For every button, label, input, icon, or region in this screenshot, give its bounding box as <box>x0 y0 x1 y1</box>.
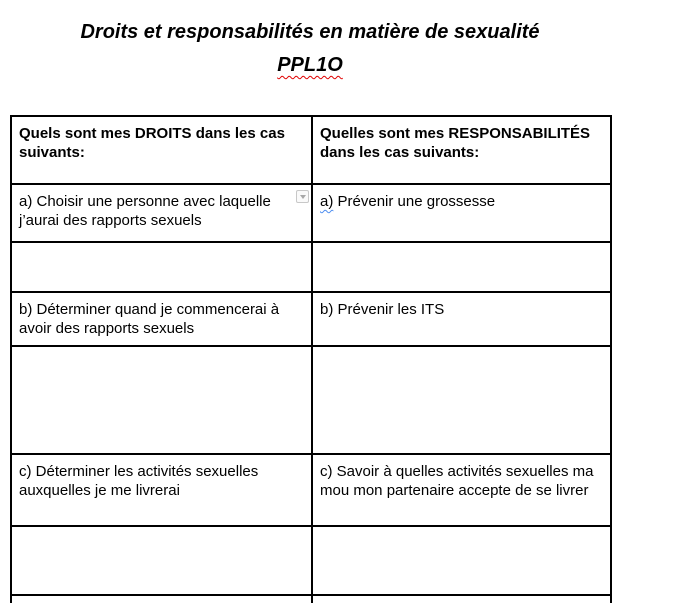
table-row-partial <box>11 595 611 603</box>
cell-c-droit[interactable] <box>11 454 312 526</box>
empty-cell-c-right[interactable] <box>312 526 611 595</box>
table-row-empty-1 <box>11 242 611 292</box>
cell-b-droit-text: b) Déterminer quand je commencerai à avoir des rapports sexuels <box>19 301 280 337</box>
empty-cell-b-left[interactable] <box>11 346 312 454</box>
table-row-a <box>11 184 611 242</box>
table-header-row <box>11 116 611 184</box>
header-cell-droits[interactable] <box>11 116 312 184</box>
header-cell-responsabilites[interactable] <box>312 116 611 184</box>
cell-a-responsabilite[interactable] <box>312 184 611 242</box>
table-row-c <box>11 454 611 526</box>
header-droits-label: Quels sont mes DROITS dans les cas suivants: <box>19 125 285 161</box>
empty-cell-b-right[interactable] <box>312 346 611 454</box>
empty-cell-c-left[interactable] <box>11 526 312 595</box>
empty-cell-a-left[interactable] <box>11 242 312 292</box>
cell-c-droit-text: c) Déterminer les activités sexuelles auxquelles je me livrerai <box>19 463 259 499</box>
partial-cell-right[interactable] <box>312 595 611 603</box>
table-row-b <box>11 292 611 346</box>
document-title <box>10 16 610 82</box>
table-row-empty-3 <box>11 526 611 595</box>
partial-cell-left[interactable] <box>11 595 312 603</box>
cell-a-responsabilite-text: Prévenir une grossesse <box>337 193 496 210</box>
table-row-empty-2 <box>11 346 611 454</box>
empty-cell-a-right[interactable] <box>312 242 611 292</box>
cell-a-droit[interactable] <box>11 184 312 242</box>
document-title-line1: Droits et responsabilités en matière de sexualité <box>80 21 540 43</box>
cell-a-droit-text: a) Choisir une personne avec laquelle j’aurai des rapports sexuels <box>19 193 271 229</box>
rights-responsibilities-table <box>10 115 612 603</box>
header-responsabilites-label: Quelles sont mes RESPONSABILITÉS dans les cas suivants: <box>320 125 591 161</box>
cell-b-droit[interactable] <box>11 292 312 346</box>
title-course-code: PPL1O <box>277 54 343 76</box>
document-title-line2 <box>10 49 610 82</box>
cell-dropdown-button[interactable] <box>296 190 309 203</box>
cell-b-responsabilite[interactable] <box>312 292 611 346</box>
cell-c-responsabilite[interactable] <box>312 454 611 526</box>
cell-a-marker: a) <box>320 193 334 210</box>
cell-b-responsabilite-text: b) Prévenir les ITS <box>320 301 445 318</box>
chevron-down-icon <box>300 195 306 199</box>
cell-c-responsabilite-text: c) Savoir à quelles activités sexuelles ma mou mon partenaire accepte de se livrer <box>320 463 594 499</box>
